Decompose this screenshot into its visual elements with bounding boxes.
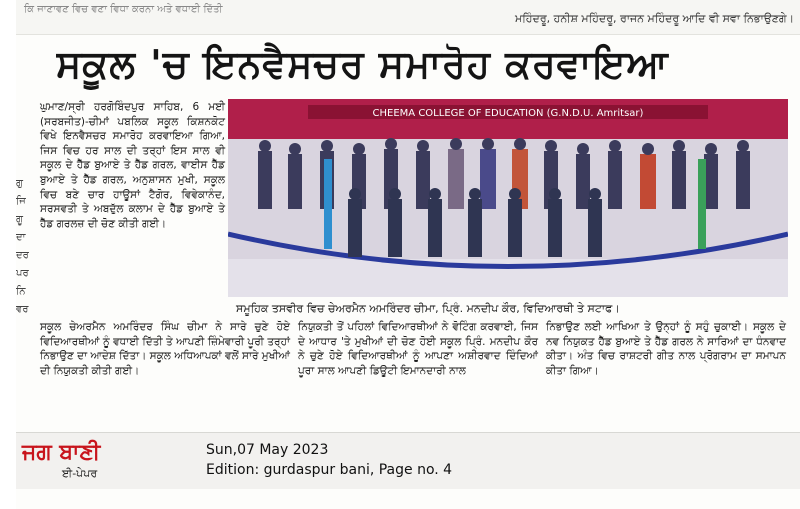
edge-fragment: ਦਾ	[16, 232, 26, 243]
adjacent-column-edge	[16, 175, 28, 335]
article-column-3: ਨਿਯੁਕਤੀ ਤੋਂ ਪਹਿਲਾਂ ਵਿਦਿਆਰਥੀਆਂ ਨੇ ਵੋਟਿੰਗ ਕਰਵਾਈ, ਜਿਸ ਦੇ ਆਧਾਰ 'ਤੇ ਮੁਖੀਆਂ ਦੀ ਚੋਣ ਹੋਈ ਸਕੂਲ ਪ੍ਰਿੰ. ਮਨਦੀਪ ਕੌਰ ਨੇ ਚੁਣੇ ਹੋਏ ਵਿਦਿਆਰਥੀਆਂ ਨੂੰ ਆਪਣਾ ਅਸ਼ੀਰਵਾਦ ਦਿੰਦਿਆਂ ਪੂਰਾ ਸਾਲ ਆਪਣੀ ਡਿਊਟੀ ਇਮਾਨਦਾਰੀ ਨਾਲ	[298, 321, 538, 377]
article-headline: ਸਕੂਲ 'ਚ ਇਨਵੈਸਚਰ ਸਮਾਰੋਹ ਕਰਵਾਇਆ	[56, 42, 669, 86]
edge-fragment: ਵਰ	[16, 304, 29, 315]
group-photo	[228, 99, 788, 297]
article-column-1: ਘੁਮਾਣ/ਸ੍ਰੀ ਹਰਗੋਬਿੰਦਪੁਰ ਸਾਹਿਬ, 6 ਮਈ (ਸਰਬਜੀਤ)-ਚੀਮਾਂ ਪਬਲਿਕ ਸਕੂਲ ਕਿਸ਼ਨਕੋਟ ਵਿਖੇ ਇਨਵੈਸਚਰ ਸਮਾਰੋਹ ਕਰਵਾਇਆ ਗਿਆ, ਜਿਸ ਵਿਚ ਹਰ ਸਾਲ ਦੀ ਤਰ੍ਹਾਂ ਇਸ ਸਾਲ ਵੀ ਸਕੂਲ ਦੇ ਹੈੱਡ ਬੁਆਏ ਤੇ ਹੈੱਡ ਗਰਲ, ਵਾਈਸ ਹੈੱਡ ਬੁਆਏ ਤੇ ਹੈੱਡ ਗਰਲ, ਅਨੁਸ਼ਾਸਨ ਮੁਖੀ, ਸਕੂਲ ਵਿਚ ਬਣੇ ਚਾਰ ਹਾਊਸਾਂ ਟੈਗੋਰ, ਵਿਵੇਕਾਨੰਦ, ਸਰਸਵਤੀ ਤੇ ਅਬਦੁੱਲ ਕਲਾਮ ਦੇ ਹੈੱਡ ਬੁਆਏ ਤੇ ਹੈੱਡ ਗਰਲਜ਼ ਦੀ ਚੋਣ ਕੀਤੀ ਗਈ।	[40, 101, 225, 230]
group-photo-illustration	[228, 99, 788, 297]
article-column-2: ਸਕੂਲ ਚੇਅਰਮੈਨ ਅਮਰਿੰਦਰ ਸਿੰਘ ਚੀਮਾ ਨੇ ਸਾਰੇ ਚੁਣੇ ਹੋਏ ਵਿਦਿਆਰਥੀਆਂ ਨੂੰ ਵਧਾਈ ਦਿੱਤੀ ਤੇ ਆਪਣੀ ਜ਼ਿੰਮੇਵਾਰੀ ਪੂਰੀ ਤਰ੍ਹਾਂ ਨਿਭਾਉਣ ਦਾ ਆਦੇਸ਼ ਦਿੱਤਾ। ਸਕੂਲ ਅਧਿਆਪਕਾਂ ਵਲੋਂ ਸਾਰੇ ਮੁਖੀਆਂ ਦੀ ਨਿਯੁਕਤੀ ਕੀਤੀ ਗਈ।	[40, 321, 290, 377]
edge-fragment: ਗੂ	[16, 214, 23, 225]
jagbani-logo	[22, 439, 182, 483]
logo-sub-text: ਈ-ਪੇਪਰ	[62, 467, 98, 480]
edge-fragment: ਜਿ	[16, 196, 26, 207]
logo-main-text: ਜਗ ਬਾਣੀ	[22, 439, 101, 465]
edge-fragment: ਪਰ	[16, 268, 29, 279]
previous-article-fragment-left: ਕਿ ਜਾਣਾਵਣ ਵਿਚ ਵਣਾ ਵਿਧਾ ਕਰਨਾ ਅਤੇ ਵਧਾਈ ਦਿੱਤੀ	[24, 4, 223, 15]
previous-article-fragment-right: ਮਹਿੰਦਰੂ, ਹਨੀਸ਼ ਮਹਿੰਦਰੂ, ਰਾਜਨ ਮਹਿੰਦਰੂ ਆਦਿ ਵੀ ਸਵਾ ਨਿਭਾਉਣਗੇ।	[515, 12, 794, 25]
edge-fragment: ਦਰ	[16, 250, 29, 261]
article-column-4: ਨਿਭਾਉਣ ਲਈ ਆਖਿਆ ਤੇ ਉਨ੍ਹਾਂ ਨੂੰ ਸਹੁੰ ਚੁਕਾਈ। ਸਕੂਲ ਦੇ ਨਵ ਨਿਯੁਕਤ ਹੈੱਡ ਬੁਆਏ ਤੇ ਹੈੱਡ ਗਰਲ ਨੇ ਸਾਰਿਆਂ ਦਾ ਧੰਨਵਾਦ ਕੀਤਾ। ਅੰਤ ਵਿਚ ਰਾਸ਼ਟਰੀ ਗੀਤ ਨਾਲ ਪ੍ਰੋਗਰਾਮ ਦਾ ਸਮਾਪਨ ਕੀਤਾ ਗਿਆ।	[546, 321, 786, 377]
photo-banner-text: CHEEMA COLLEGE OF EDUCATION (G.N.D.U. Amritsar)	[372, 108, 644, 119]
edge-fragment: ਗੁ	[16, 178, 23, 189]
edge-fragment: ਨਿ	[16, 286, 26, 297]
newspaper-clipping	[16, 0, 800, 509]
edition-info: Edition: gurdaspur bani, Page no. 4	[206, 462, 453, 478]
publication-date: Sun,07 May 2023	[206, 442, 329, 458]
previous-article-strip	[16, 0, 800, 35]
epaper-footer	[16, 432, 800, 489]
photo-caption: ਸਮੂਹਿਕ ਤਸਵੀਰ ਵਿਚ ਚੇਅਰਮੈਨ ਅਮਰਿੰਦਰ ਚੀਮਾ, ਪ੍ਰਿੰ. ਮਨਦੀਪ ਕੌਰ, ਵਿਦਿਆਰਥੀ ਤੇ ਸਟਾਫ।	[236, 302, 620, 315]
